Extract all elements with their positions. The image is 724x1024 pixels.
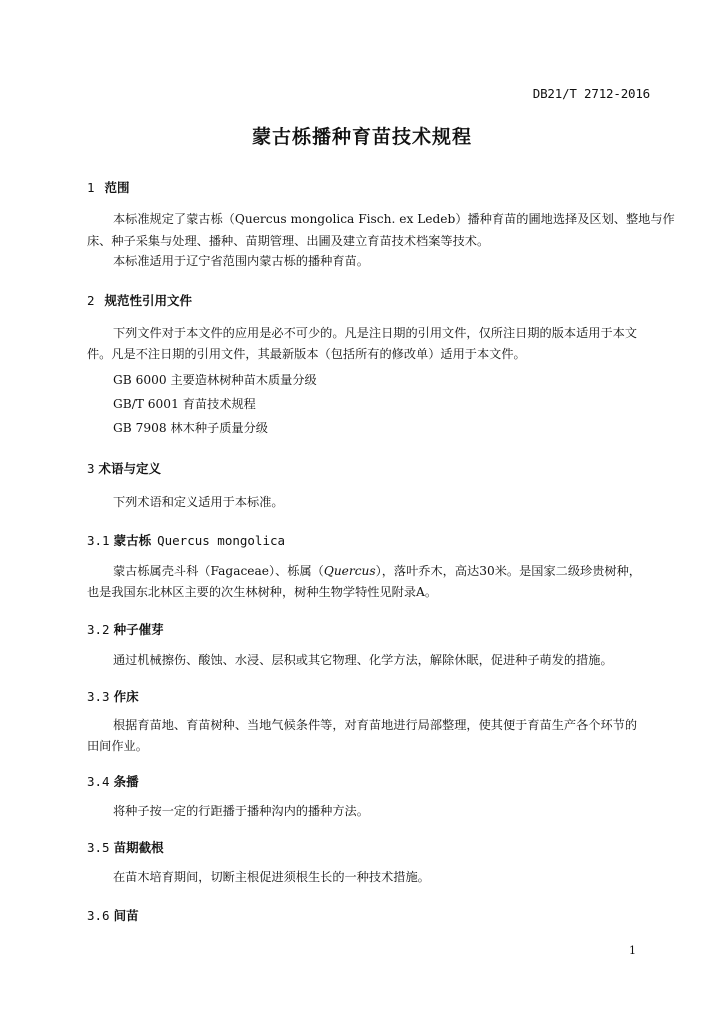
section-3-heading xyxy=(87,459,161,477)
section-number: 3.3 xyxy=(87,689,110,704)
section-number: 3.5 xyxy=(87,840,110,855)
text-run: 本标准规定了蒙古栎（ xyxy=(113,212,235,226)
normative-reference: GB 7908 林木种子质量分级 xyxy=(113,421,268,435)
text-run: ）播种育苗的圃地选择及区划、整地与作 xyxy=(455,212,675,226)
document-title: 蒙古栎播种育苗技术规程 xyxy=(251,126,472,148)
paragraph-line: 床、种子采集与处理、播种、苗期管理、出圃及建立育苗技术档案等技术。 xyxy=(87,234,490,248)
section-title: 蒙古栎 xyxy=(113,533,152,548)
latin-genus: Quercus xyxy=(323,564,376,578)
section-number: 2 xyxy=(87,293,95,308)
subsection-3-3-heading xyxy=(87,687,139,705)
section-title: 条播 xyxy=(113,774,139,789)
section-title: 间苗 xyxy=(113,908,139,923)
text-run: 蒙古栎属壳斗科（Fagaceae）、栎属（ xyxy=(113,564,324,578)
subsection-3-1-heading xyxy=(87,531,285,549)
paragraph-line: 本标准适用于辽宁省范围内蒙古栎的播种育苗。 xyxy=(113,254,369,268)
paragraph-line: 根据育苗地、育苗树种、当地气候条件等，对育苗地进行局部整理，使其便于育苗生产各个环节的 xyxy=(113,718,638,732)
latin-name: Quercus mongolica Fisch. ex Ledeb xyxy=(234,212,456,226)
normative-reference: GB/T 6001 育苗技术规程 xyxy=(113,397,256,411)
paragraph-line: 田间作业。 xyxy=(87,739,148,753)
section-number: 3.2 xyxy=(87,622,110,637)
subsection-3-2-heading xyxy=(87,620,164,638)
paragraph-line: 在苗木培育期间，切断主根促进须根生长的一种技术措施。 xyxy=(113,870,430,884)
paragraph-line: 下列术语和定义适用于本标准。 xyxy=(113,495,284,509)
paragraph-line: 件。凡是不注日期的引用文件，其最新版本（包括所有的修改单）适用于本文件。 xyxy=(87,347,526,361)
subsection-3-5-heading xyxy=(87,838,164,856)
section-number: 1 xyxy=(87,180,95,195)
paragraph-line xyxy=(113,563,641,579)
section-title: 规范性引用文件 xyxy=(104,293,193,308)
standard-code: DB21/T 2712-2016 xyxy=(532,86,650,101)
subsection-3-6-heading xyxy=(87,906,139,924)
section-title: 苗期截根 xyxy=(113,840,164,855)
text-run: ），落叶乔木，高达30米。是国家二级珍贵树种， xyxy=(375,564,641,578)
section-number: 3.4 xyxy=(87,774,110,789)
paragraph-line: 将种子按一定的行距播于播种沟内的播种方法。 xyxy=(113,804,369,818)
section-title: 作床 xyxy=(113,689,139,704)
section-1-heading xyxy=(87,178,130,196)
section-number: 3.1 xyxy=(87,533,110,548)
section-number: 3.6 xyxy=(87,908,110,923)
paragraph-line: 也是我国东北林区主要的次生林树种，树种生物学特性见附录A。 xyxy=(87,585,438,599)
paragraph-line: 下列文件对于本文件的应用是必不可少的。凡是注日期的引用文件，仅所注日期的版本适用于本文 xyxy=(113,326,638,340)
paragraph-line xyxy=(113,211,675,227)
paragraph-line: 通过机械擦伤、酸蚀、水浸、层积或其它物理、化学方法，解除休眠，促进种子萌发的措施。 xyxy=(113,653,613,667)
section-title: 术语与定义 xyxy=(98,461,162,476)
subsection-3-4-heading xyxy=(87,772,139,790)
latin-name: Quercus mongolica xyxy=(157,533,286,548)
normative-reference: GB 6000 主要造林树种苗木质量分级 xyxy=(113,373,317,387)
section-2-heading xyxy=(87,291,192,309)
page-number: 1 xyxy=(629,944,636,957)
section-title: 种子催芽 xyxy=(113,622,164,637)
section-number: 3 xyxy=(87,461,95,476)
section-title: 范围 xyxy=(104,180,130,195)
